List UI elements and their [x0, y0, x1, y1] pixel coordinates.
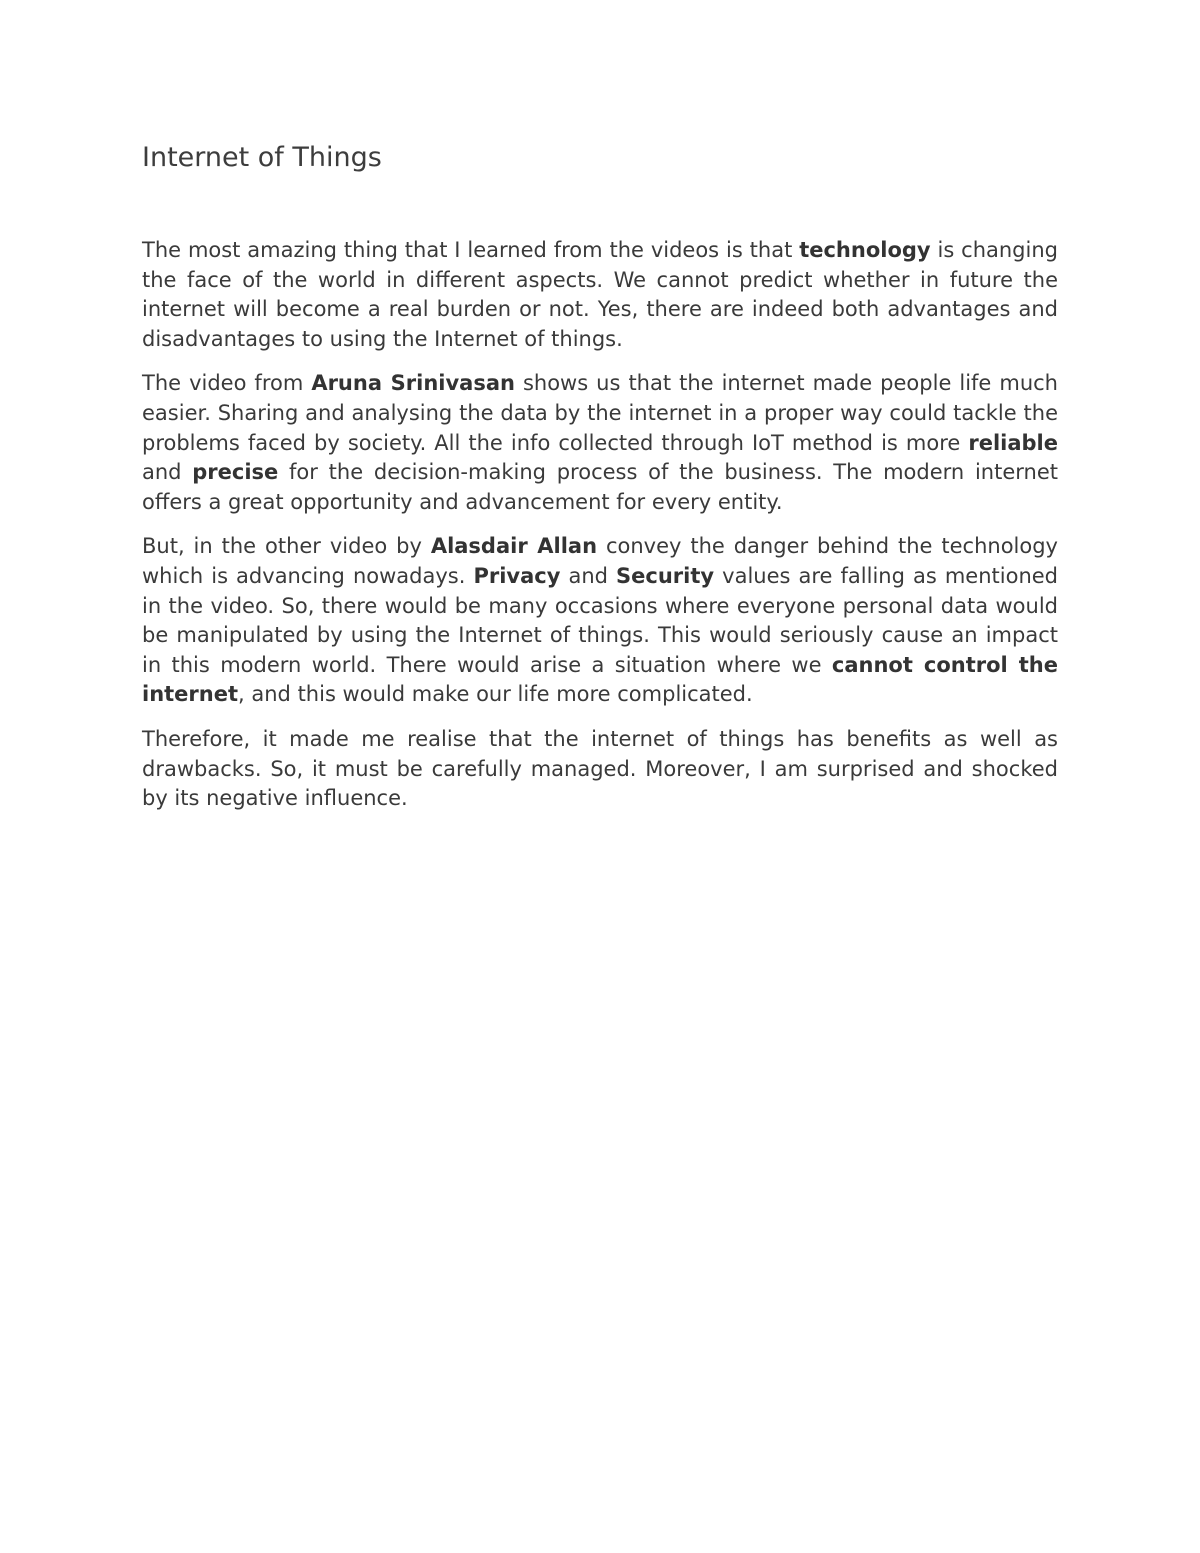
text-run: The video from — [142, 371, 312, 396]
text-run: convey the danger behind the technology which is advancing nowadays. — [142, 534, 1058, 588]
bold-text-run: Security — [616, 563, 715, 588]
document-body — [142, 236, 1058, 829]
text-run: But, in the other video by — [142, 534, 431, 559]
bold-text-run: precise — [192, 460, 279, 485]
text-run: values are falling as mentioned in the video. So, there would be many occasions where everyone personal data would be manipulated by using the Internet of things. This would seriously cause an impact in this modern world. There would arise a situation where we — [142, 563, 1059, 677]
text-run: and — [142, 460, 193, 485]
paragraph — [142, 532, 1058, 710]
bold-text-run: Alasdair Allan — [430, 534, 598, 559]
bold-text-run: technology — [799, 238, 931, 262]
paragraph — [142, 725, 1058, 814]
bold-text-run: Privacy — [473, 563, 561, 588]
text-run: for the decision-making process of the business. The modern internet offers a great opportunity and advancement for every entity. — [142, 460, 1059, 514]
text-run: The most amazing thing that I learned from the videos is that — [142, 238, 800, 262]
bold-text-run: cannot control the internet — [142, 652, 1058, 707]
text-run: Therefore, it made me realise that the internet of things has benefits as well as drawbacks. So, it must be carefully managed. Moreover, I am surprised and shocked by its negative influence. — [142, 726, 1058, 811]
bold-text-run: reliable — [968, 430, 1058, 455]
paragraph — [142, 369, 1058, 517]
text-run: is changing the face of the world in different aspects. We cannot predict whether in future the internet will become a real burden or not. Yes, there are indeed both advantages and disadvantages to using the Internet of things. — [142, 238, 1058, 351]
text-run: shows us that the internet made people life much easier. Sharing and analysing the data by the internet in a proper way could tackle the problems faced by society. All the info collected through IoT method is more — [142, 371, 1058, 455]
bold-text-run: Aruna Srinivasan — [311, 371, 515, 396]
paragraph — [142, 236, 1058, 354]
document-title: Internet of Things — [142, 142, 382, 173]
text-run: , and this would make our life more complicated. — [238, 682, 753, 707]
text-run: and — [560, 563, 617, 588]
